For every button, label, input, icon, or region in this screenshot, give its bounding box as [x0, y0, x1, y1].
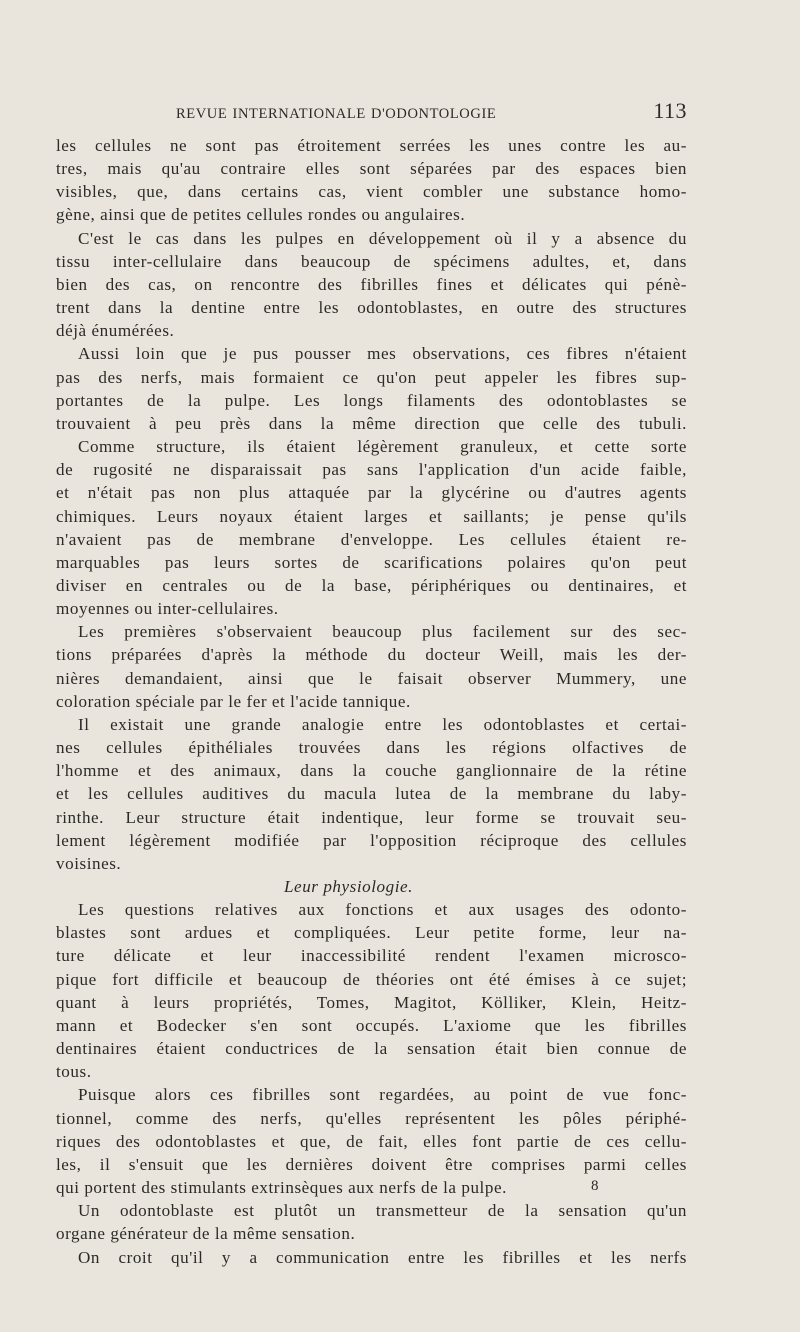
text-line: chimiques. Leurs noyaux étaient larges et saillants; je pense qu'ils [56, 506, 687, 526]
text-line: organe générateur de la même sensation. [56, 1224, 356, 1244]
text-line: et n'était pas non plus attaquée par la glycérine ou d'autres agents [56, 483, 687, 503]
body-text [56, 134, 687, 1269]
text-line: les, il s'ensuit que les dernières doivent être comprises parmi celles [56, 1154, 687, 1174]
text-line: trouvaient à peu près dans la même direction que celle des tubuli. [56, 413, 687, 433]
text-line: déjà énumérées. [56, 321, 175, 341]
text-line: et les cellules auditives du macula lutea de la membrane du laby- [56, 784, 687, 804]
text-line: Les premières s'observaient beaucoup plus facilement sur des sec- [78, 622, 687, 642]
signature-mark: 8 [591, 1178, 599, 1194]
text-line: Puisque alors ces fibrilles sont regardées, au point de vue fonc- [78, 1085, 687, 1105]
text-line: l'homme et des animaux, dans la couche ganglionnaire de la rétine [56, 761, 687, 781]
text-line: tions préparées d'après la méthode du docteur Weill, mais les der- [56, 645, 687, 665]
text-line: portantes de la pulpe. Les longs filaments des odontoblastes se [56, 390, 687, 410]
text-line: tissu inter-cellulaire dans beaucoup de spécimens adultes, et, dans [56, 251, 687, 271]
text-line: Il existait une grande analogie entre les odontoblastes et certai- [78, 714, 687, 734]
text-line: tionnel, comme des nerfs, qu'elles représentent les pôles périphé- [56, 1108, 687, 1128]
text-line: On croit qu'il y a communication entre les fibrilles et les nerfs [78, 1247, 687, 1267]
text-line: de rugosité ne disparaissait pas sans l'application d'un acide faible, [56, 460, 687, 480]
text-line: rinthe. Leur structure était indentique, leur forme se trouvait seu- [56, 807, 687, 827]
text-line: Les questions relatives aux fonctions et aux usages des odonto- [78, 900, 687, 920]
text-line: n'avaient pas de membrane d'enveloppe. Les cellules étaient re- [56, 529, 687, 549]
text-line: mann et Bodecker s'en sont occupés. L'axiome que les fibrilles [56, 1015, 687, 1035]
text-line: trent dans la dentine entre les odontoblastes, en outre des structures [56, 298, 687, 318]
text-line: moyennes ou inter-cellulaires. [56, 599, 279, 619]
text-line: coloration spéciale par le fer et l'acide tannique. [56, 691, 411, 711]
text-line: dentinaires étaient conductrices de la sensation était bien connue de [56, 1039, 687, 1059]
text-line: Un odontoblaste est plutôt un transmetteur de la sensation qu'un [78, 1201, 687, 1221]
text-line: quant à leurs propriétés, Tomes, Magitot, Kölliker, Klein, Heitz- [56, 992, 687, 1012]
text-line: nières demandaient, ainsi que le faisait observer Mummery, une [56, 668, 687, 688]
page-number: 113 [653, 98, 687, 123]
text-line: voisines. [56, 853, 122, 873]
text-line: riques des odontoblastes et que, de fait, elles font partie de ces cellu- [56, 1131, 687, 1151]
text-line: bien des cas, on rencontre des fibrilles fines et délicates qui pénè- [56, 274, 687, 294]
text-line: C'est le cas dans les pulpes en développement où il y a absence du [78, 228, 687, 248]
text-line: marquables pas leurs sortes de scarifications polaires qu'on peut [56, 552, 687, 572]
text-line: qui portent des stimulants extrinsèques aux nerfs de la pulpe. [56, 1178, 507, 1198]
text-line: gène, ainsi que de petites cellules rondes ou angulaires. [56, 205, 466, 225]
text-line: diviser en centrales ou de la base, périphériques ou dentinaires, et [56, 575, 687, 595]
text-line: visibles, que, dans certains cas, vient combler une substance homo- [56, 182, 687, 202]
text-line: les cellules ne sont pas étroitement serrées les unes contre les au- [56, 136, 687, 155]
text-line: Comme structure, ils étaient légèrement granuleux, et cette sorte [78, 437, 687, 457]
text-line: tous. [56, 1062, 92, 1082]
text-line: tres, mais qu'au contraire elles sont séparées par des espaces bien [56, 159, 687, 179]
text-line: nes cellules épithéliales trouvées dans les régions olfactives de [56, 738, 687, 758]
running-head [56, 98, 687, 128]
text-line: Aussi loin que je pus pousser mes observations, ces fibres n'étaient [78, 344, 687, 364]
running-title: REVUE INTERNATIONALE D'ODONTOLOGIE [176, 106, 497, 122]
text-line: ture délicate et leur inaccessibilité rendent l'examen microsco- [56, 946, 687, 966]
section-heading: Leur physiologie. [284, 877, 413, 896]
text-line: blastes sont ardues et compliquées. Leur petite forme, leur na- [56, 923, 687, 943]
text-line: lement légèrement modifiée par l'opposition réciproque des cellules [56, 830, 687, 850]
text-line: pique fort difficile et beaucoup de théories ont été émises à ce sujet; [56, 969, 687, 989]
text-line: pas des nerfs, mais formaient ce qu'on peut appeler les fibres sup- [56, 367, 687, 387]
